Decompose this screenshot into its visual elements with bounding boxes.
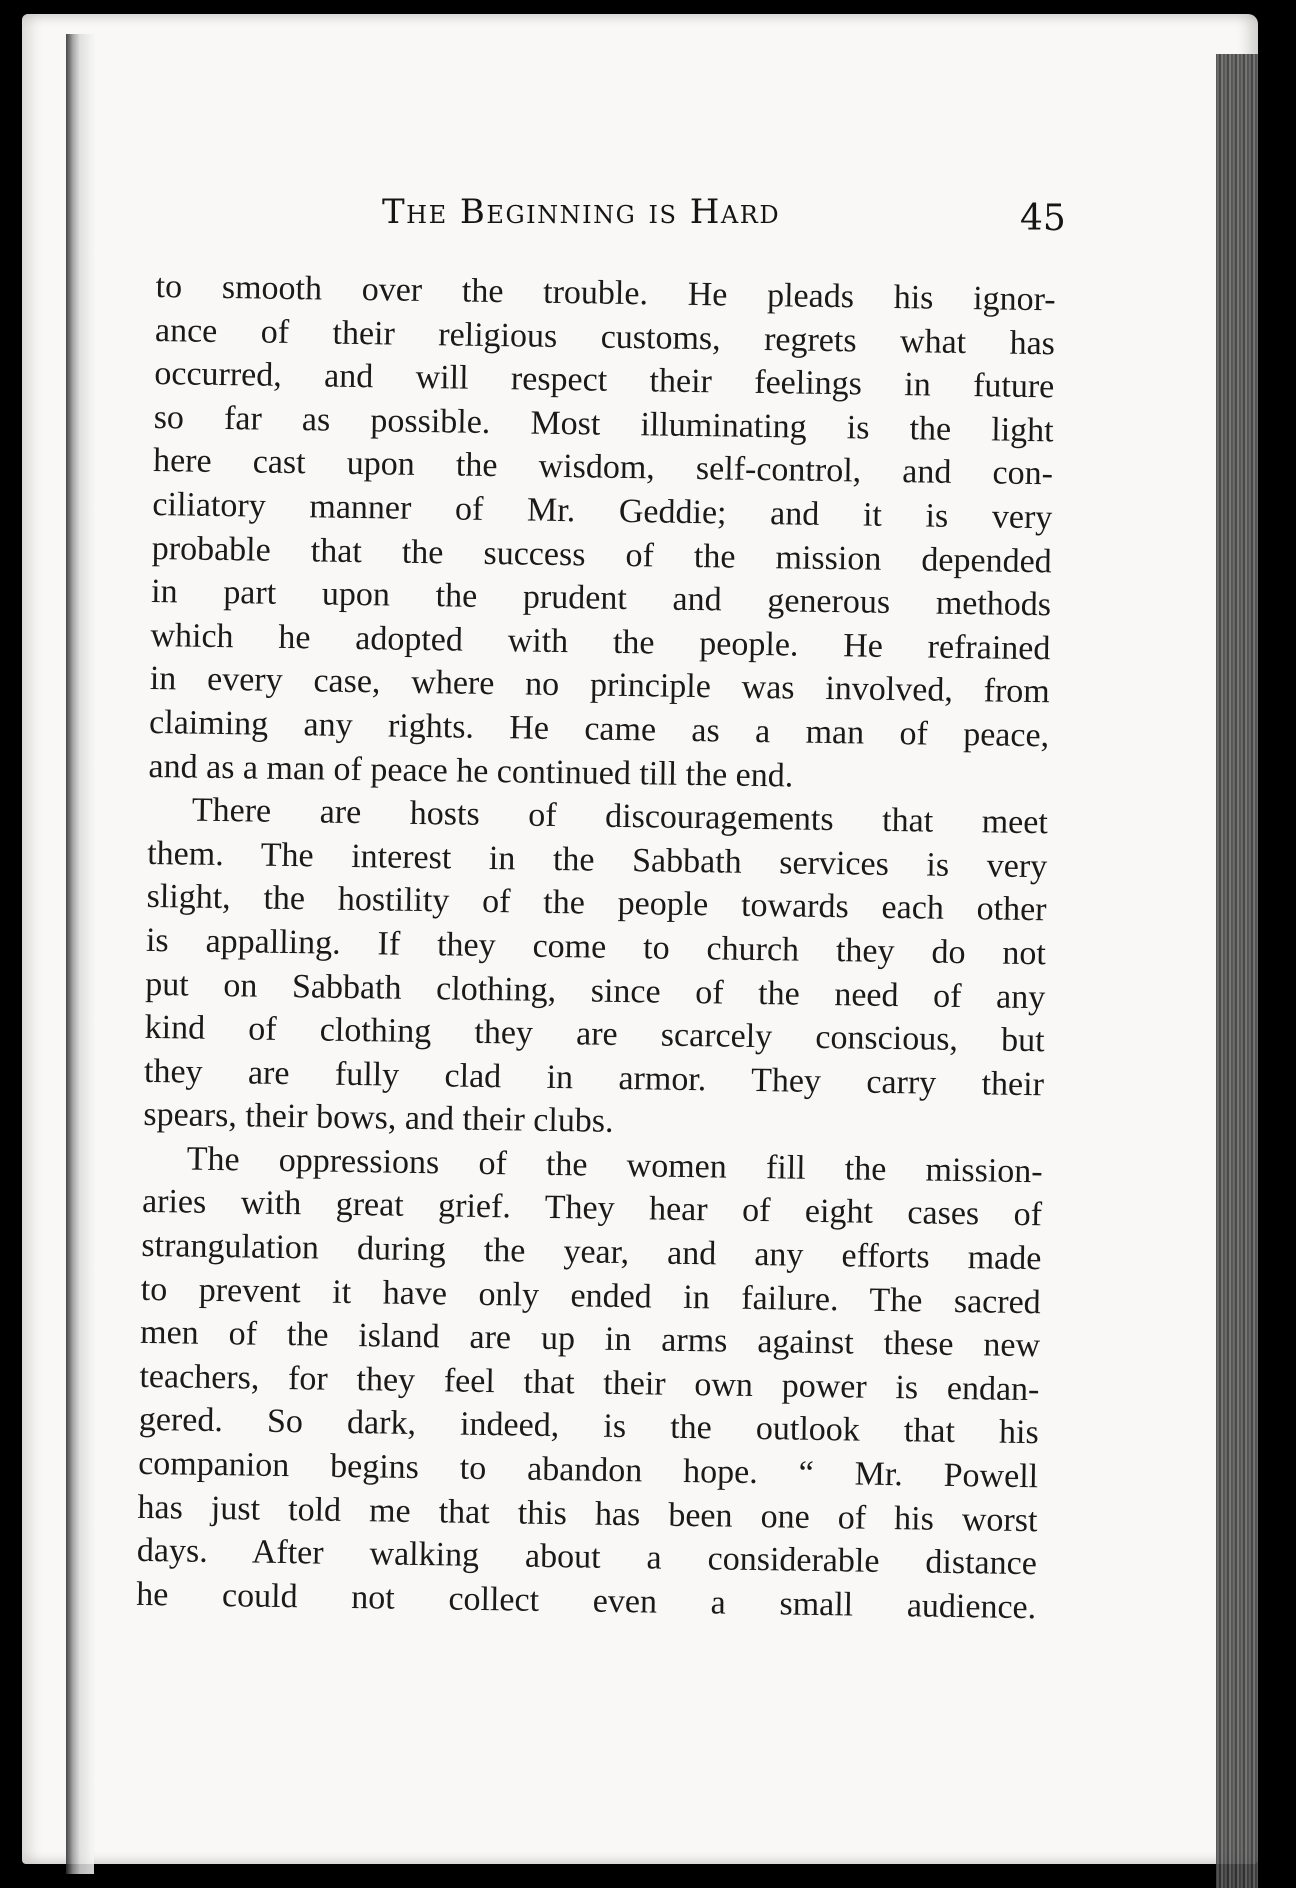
text-line: claiming any rights. He came as a man of peace, <box>148 703 1050 755</box>
text-line: they are fully clad in armor. They carry their <box>143 1052 1045 1103</box>
text-line: occurred, and will respect their feelings in future <box>154 355 1055 406</box>
text-line: is appalling. If they come to church they do not <box>145 921 1047 973</box>
text-line: strangulation during the year, and any efforts made <box>141 1226 1042 1278</box>
text-line: so far as possible. Most illuminating is the light <box>153 398 1054 450</box>
page-fore-edge <box>1216 54 1258 1888</box>
text-line: The oppressions of the women fill the mission- <box>186 1140 1043 1191</box>
text-line: has just told me that this has been one of his worst <box>137 1488 1038 1539</box>
text-line: companion begins to abandon hope. “ Mr. Powell <box>137 1444 1039 1496</box>
text-line: probable that the success of the mission depended <box>151 529 1052 580</box>
text-line: slight, the hostility of the people towards each other <box>146 878 1047 929</box>
body-text <box>136 265 1056 1630</box>
text-line: gered. So dark, indeed, is the outlook that his <box>138 1401 1040 1452</box>
text-line: spears, their bows, and their clubs. <box>143 1096 614 1141</box>
page-number: 45 <box>1020 198 1066 239</box>
text-line: aries with great grief. They hear of eight cases of <box>141 1183 1043 1234</box>
text-line: ciliatory manner of Mr. Geddie; and it is very <box>152 485 1053 537</box>
text-line: ance of their religious customs, regrets what has <box>154 311 1056 362</box>
text-line: them. The interest in the Sabbath services is very <box>146 834 1048 886</box>
running-head <box>160 192 1066 242</box>
text-line: days. After walking about a considerable distance <box>136 1532 1038 1583</box>
text-line: put on Sabbath clothing, since of the need of any <box>145 965 1046 1016</box>
text-line: men of the island are up in arms against these new <box>139 1314 1041 1365</box>
text-line: to prevent it have only ended in failure. The sacred <box>140 1270 1041 1321</box>
text-line: he could not collect even a small audience. <box>136 1575 1037 1627</box>
text-line: which he adopted with the people. He refrained <box>150 616 1051 668</box>
text-line: and as a man of peace he continued till the end. <box>148 747 794 795</box>
running-head-title: The Beginning is Hard <box>382 192 781 232</box>
text-line: kind of clothing they are scarcely conscious, but <box>144 1009 1045 1060</box>
text-line: in every case, where no principle was involved, from <box>149 660 1051 711</box>
text-line: here cast upon the wisdom, self-control, and con- <box>152 442 1054 493</box>
text-line: There are hosts of discouragements that meet <box>191 791 1049 842</box>
text-line: to smooth over the trouble. He pleads his ignor- <box>155 267 1056 319</box>
text-line: in part upon the prudent and generous methods <box>150 573 1052 624</box>
binding-gutter <box>66 34 94 1874</box>
text-line: teachers, for they feel that their own power is endan- <box>139 1357 1040 1409</box>
